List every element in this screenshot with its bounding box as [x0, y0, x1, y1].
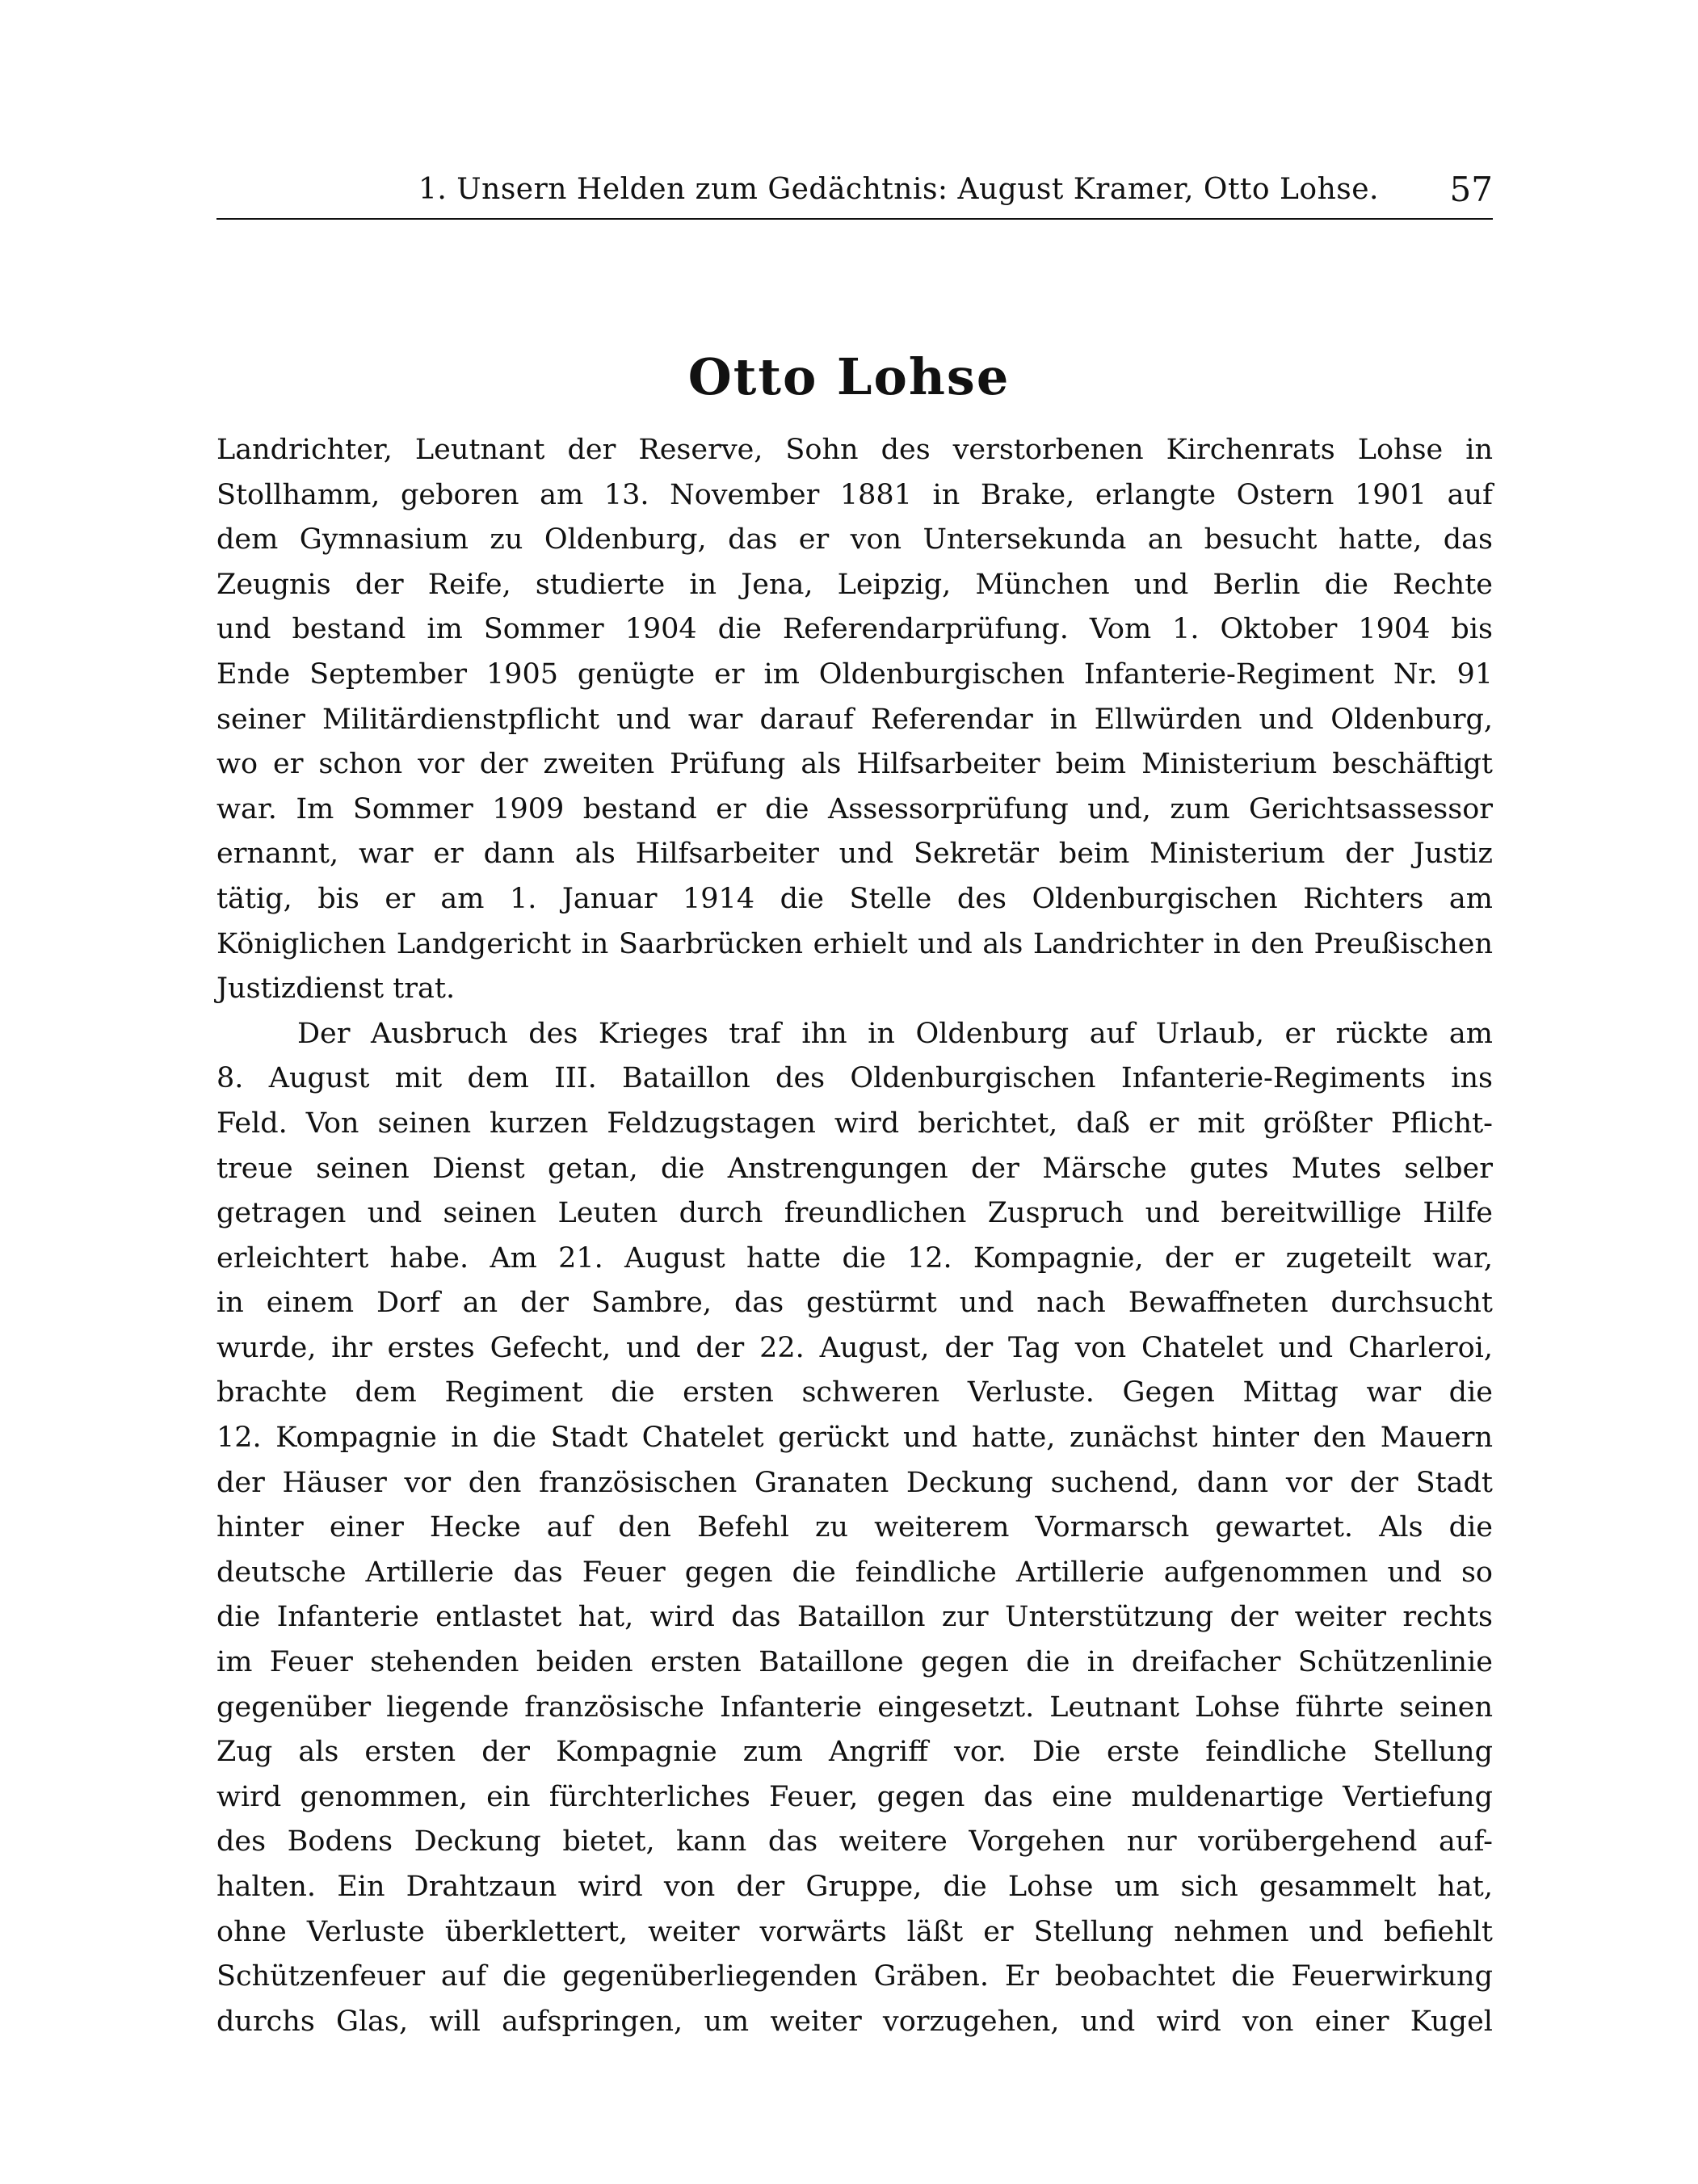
- text-line: ernannt, war er dann als Hilfsarbeiter und Sekretär beim Ministerium der Justiz: [216, 838, 1493, 871]
- text-line: ohne Verluste überklettert, weiter vorwärts läßt er Stellung nehmen und befiehlt: [216, 1915, 1493, 1948]
- text-line: dem Gymnasium zu Oldenburg, das er von Untersekunda an besucht hatte, das: [216, 523, 1493, 556]
- text-line: hinter einer Hecke auf den Befehl zu weiterem Vormarsch gewartet. Als die: [216, 1511, 1493, 1544]
- text-line: wird genommen, ein fürchterliches Feuer, gegen das eine muldenartige Vertiefung: [216, 1780, 1493, 1813]
- running-title: 1. Unsern Helden zum Gedächtnis: August Kramer, Otto Lohse.: [418, 173, 1379, 206]
- text-line: Feld. Von seinen kurzen Feldzugstagen wird berichtet, daß er mit größter Pflicht-: [216, 1107, 1493, 1140]
- text-line: die Infanterie entlastet hat, wird das Bataillon zur Unterstützung der weiter rechts: [216, 1601, 1493, 1634]
- text-line: Landrichter, Leutnant der Reserve, Sohn des verstorbenen Kirchenrats Lohse in: [216, 434, 1493, 466]
- text-line: im Feuer stehenden beiden ersten Bataillone gegen die in dreifacher Schützenlinie: [216, 1646, 1493, 1679]
- text-line: deutsche Artillerie das Feuer gegen die feindliche Artillerie aufgenommen und so: [216, 1556, 1493, 1589]
- text-line: Zeugnis der Reife, studierte in Jena, Leipzig, München und Berlin die Rechte: [216, 568, 1493, 601]
- text-line: der Häuser vor den französischen Granaten Deckung suchend, dann vor der Stadt: [216, 1466, 1493, 1499]
- text-line: Zug als ersten der Kompagnie zum Angriff vor. Die erste feindliche Stellung: [216, 1736, 1493, 1769]
- text-line: Ende September 1905 genügte er im Oldenburgischen Infanterie-Regiment Nr. 91: [216, 657, 1493, 691]
- text-line: Stollhamm, geboren am 13. November 1881 in Brake, erlangte Ostern 1901 auf: [216, 478, 1493, 511]
- text-line: war. Im Sommer 1909 bestand er die Assessorprüfung und, zum Gerichtsassessor: [216, 792, 1493, 825]
- text-line: 8. August mit dem III. Bataillon des Oldenburgischen Infanterie-Regiments ins: [216, 1062, 1493, 1095]
- text-line: seiner Militärdienstpflicht und war darauf Referendar in Ellwürden und Oldenburg,: [216, 703, 1493, 736]
- article-body: [216, 428, 1493, 2044]
- text-line: durchs Glas, will aufspringen, um weiter vorzugehen, und wird von einer Kugel: [216, 2005, 1493, 2038]
- running-header: [216, 166, 1493, 214]
- text-line: brachte dem Regiment die ersten schweren Verluste. Gegen Mittag war die: [216, 1376, 1493, 1409]
- text-line: in einem Dorf an der Sambre, das gestürmt und nach Bewaffneten durchsucht: [216, 1287, 1493, 1320]
- text-line: Justizdienst trat.: [216, 972, 456, 1006]
- text-line: wurde, ihr erstes Gefecht, und der 22. August, der Tag von Chatelet und Charleroi,: [216, 1331, 1493, 1364]
- header-rule: [216, 218, 1493, 220]
- text-line: wo er schon vor der zweiten Prüfung als Hilfsarbeiter beim Ministerium beschäftigt: [216, 748, 1493, 781]
- text-line: gegenüber liegende französische Infanterie eingesetzt. Leutnant Lohse führte seinen: [216, 1690, 1493, 1724]
- text-line: und bestand im Sommer 1904 die Referendarprüfung. Vom 1. Oktober 1904 bis: [216, 613, 1493, 646]
- text-line: halten. Ein Drahtzaun wird von der Gruppe, die Lohse um sich gesammelt hat,: [216, 1871, 1493, 1903]
- page-number: 57: [1449, 170, 1493, 209]
- paragraph-1: [216, 428, 1493, 1012]
- text-line: treue seinen Dienst getan, die Anstrengungen der Märsche gutes Mutes selber: [216, 1152, 1493, 1185]
- text-line: 12. Kompagnie in die Stadt Chatelet gerückt und hatte, zunächst hinter den Mauern: [216, 1422, 1493, 1455]
- article-title: Otto Lohse: [687, 347, 1011, 406]
- text-line: des Bodens Deckung bietet, kann das weitere Vorgehen nur vorübergehend auf-: [216, 1825, 1493, 1858]
- text-line: erleichtert habe. Am 21. August hatte die 12. Kompagnie, der er zugeteilt war,: [216, 1241, 1493, 1275]
- paragraph-2: [216, 1012, 1493, 2045]
- text-line: Der Ausbruch des Krieges traf ihn in Oldenburg auf Urlaub, er rückte am: [297, 1017, 1493, 1050]
- text-line: Schützenfeuer auf die gegenüberliegenden Gräben. Er beobachtet die Feuerwirkung: [216, 1960, 1493, 1993]
- text-line: Königlichen Landgericht in Saarbrücken erhielt und als Landrichter in den Preußischen: [216, 927, 1493, 960]
- text-line: getragen und seinen Leuten durch freundlichen Zuspruch und bereitwillige Hilfe: [216, 1197, 1493, 1230]
- text-line: tätig, bis er am 1. Januar 1914 die Stelle des Oldenburgischen Richters am: [216, 882, 1493, 915]
